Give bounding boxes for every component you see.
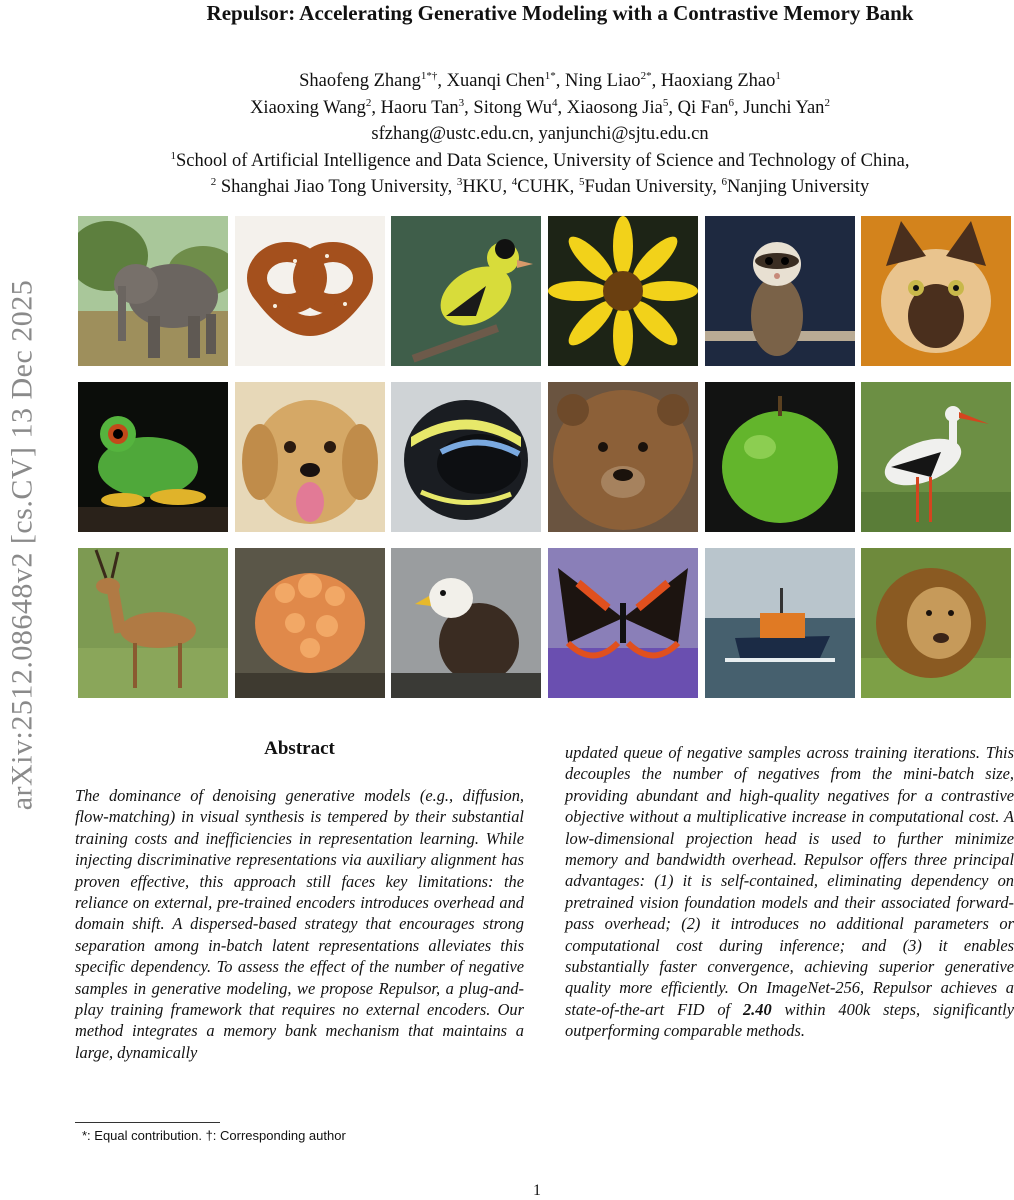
author-affil-sup: 1*† — [420, 69, 438, 82]
affil-sup: 5 — [578, 175, 585, 188]
affil-sup: 1 — [170, 149, 176, 162]
author-name: , Xuanqi Chen — [437, 71, 545, 91]
author-line-1 — [60, 68, 1014, 95]
author-name: , Haoru Tan — [371, 97, 459, 118]
sample-image-lifeboat — [705, 548, 855, 698]
footnote: *: Equal contribution. †: Corresponding author — [82, 1128, 346, 1143]
sample-image-bald-eagle — [391, 548, 541, 698]
author-line-2 — [60, 95, 1014, 122]
sample-image-grid — [78, 216, 1012, 698]
affiliation-text: School of Artificial Intelligence and Data Science, University of Science and Technology of China, — [175, 150, 910, 171]
affil-sup: 6 — [721, 175, 727, 188]
affiliation-line-2 — [60, 174, 1014, 201]
sample-image-white-stork — [861, 382, 1011, 532]
author-emails: sfzhang@ustc.edu.cn, yanjunchi@sjtu.edu.cn — [371, 124, 709, 144]
arxiv-identifier-text: arXiv:2512.08648v2 [cs.CV] 13 Dec 2025 — [5, 279, 38, 811]
sample-image-motorcycle-helmet — [391, 382, 541, 532]
abstract-text-right-end: within 400k steps, significantly outperforming comparable methods. — [565, 999, 1014, 1041]
author-name: , Haoxiang Zhao — [651, 71, 776, 91]
affiliation-text: Nanjing University — [726, 177, 870, 197]
abstract-text-right-part: updated queue of negative samples across training iterations. This decouples the number of negatives from the mini-batch size, providing abundant and high-quality negatives for a contrastive objective without a multiplicative increase in computational cost. A low-dimensional projection head is used to further minimize memory and bandwidth overhead. Repulsor offers three principal advantages: (1) it is self-contained, eliminating dependency on pretrained vision foundation models and their associated forward-pass overhead; (2) it introduces no additional parameters or computational cost during inference; and (3) it enables substantially faster convergence, achieving superior generative quality more efficiently. On ImageNet-256, Repulsor achieves a state-of-the-art FID of — [565, 743, 1014, 1019]
author-affil-sup: 4 — [552, 96, 558, 109]
author-name: , Ning Liao — [555, 71, 641, 91]
author-affil-sup: 3 — [458, 96, 465, 109]
sample-image-coral-fungus — [235, 548, 385, 698]
affiliation-text: Fudan University, — [584, 177, 722, 197]
affiliation-text: CUHK, — [517, 177, 579, 197]
abstract-left-column — [75, 738, 524, 1063]
sample-image-elephant — [78, 216, 228, 366]
author-block — [60, 68, 1014, 201]
sample-image-lion — [861, 548, 1011, 698]
author-affil-sup: 2* — [640, 69, 652, 82]
author-name: , Sitong Wu — [464, 97, 552, 118]
author-affil-sup: 6 — [728, 96, 734, 109]
sample-image-goldfinch — [391, 216, 541, 366]
sample-image-impala — [78, 548, 228, 698]
sample-image-daisy — [548, 216, 698, 366]
abstract-heading: Abstract — [264, 738, 335, 759]
sample-image-tree-frog — [78, 382, 228, 532]
author-name: Xiaoxing Wang — [250, 97, 366, 118]
author-affil-sup: 5 — [662, 96, 669, 109]
author-affil-sup: 2 — [824, 96, 830, 109]
affiliation-text: Shanghai Jiao Tong University, — [216, 177, 457, 197]
sample-image-golden-retriever — [235, 382, 385, 532]
author-affil-sup: 1 — [775, 69, 781, 82]
affiliation-text: HKU, — [462, 177, 512, 197]
footnote-rule — [75, 1122, 220, 1123]
sample-image-butterfly — [548, 548, 698, 698]
author-name: , Junchi Yan — [733, 97, 825, 118]
abstract-right-column — [565, 742, 1014, 1042]
page-number: 1 — [533, 1182, 541, 1199]
abstract-text-right — [565, 742, 1014, 1042]
author-name: , Xiaosong Jia — [557, 97, 663, 118]
author-name: Shaofeng Zhang — [299, 71, 421, 91]
fid-score: 2.40 — [742, 999, 772, 1019]
author-name: , Qi Fan — [668, 97, 729, 118]
sample-image-siamese-cat — [861, 216, 1011, 366]
author-affil-sup: 2 — [365, 96, 372, 109]
author-affil-sup: 1* — [544, 69, 556, 82]
sample-image-pretzel — [235, 216, 385, 366]
sample-image-brown-bear — [548, 382, 698, 532]
sample-image-ferret — [705, 216, 855, 366]
affil-sup: 2 — [210, 175, 217, 188]
paper-title: Repulsor: Accelerating Generative Modeling with a Contrastive Memory Bank — [206, 1, 914, 25]
affil-sup: 4 — [511, 175, 518, 188]
affil-sup: 3 — [456, 175, 463, 188]
sample-image-green-apple — [705, 382, 855, 532]
affiliation-line-1 — [60, 148, 1014, 175]
abstract-text-left: The dominance of denoising generative models (e.g., diffusion, flow-matching) in visual synthesis is tempered by their substantial training costs and inefficiencies in representation learning. While injecting discriminative representations via auxiliary alignment has proven effective, this approach still faces key limitations: the reliance on external, pre-trained encoders introduces overhead and domain shift. A dispersed-based strategy that encourages strong separation among in-batch latent representations alleviates this specific dependency. To assess the effect of the number of negative samples in generative modeling, we propose Repulsor, a plug-and-play training framework that requires no external encoders. Our method integrates a memory bank mechanism that maintains a large, dynamically — [75, 786, 524, 1062]
arxiv-identifier — [0, 210, 44, 880]
